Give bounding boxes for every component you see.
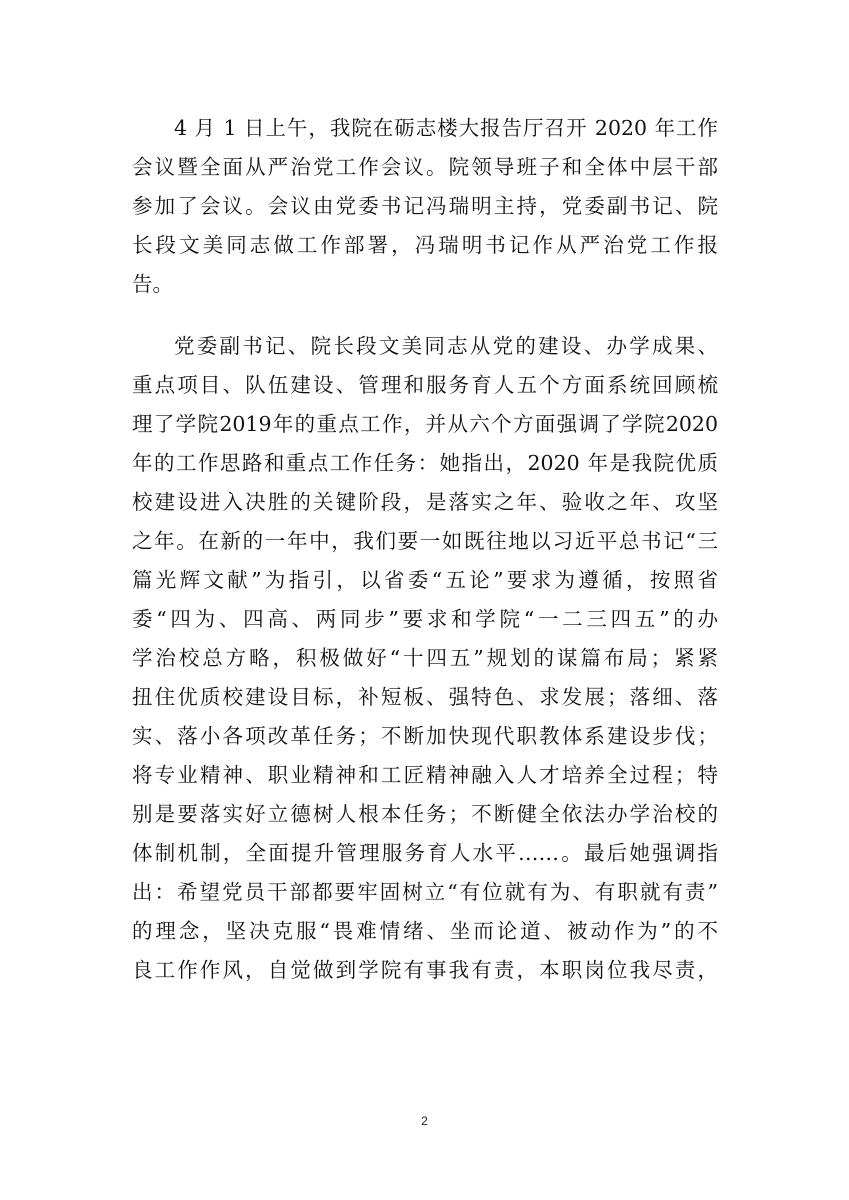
text-line: 将专业精神、职业精神和工匠精神融入人才培养全过程；特 — [132, 763, 718, 787]
text-line: 篇光辉文献”为指引，以省委“五论”要求为遵循，按照省 — [132, 568, 718, 592]
text-line: 告。 — [132, 272, 173, 296]
text-line: 体制机制，全面提升管理服务育人水平……。最后她强调指 — [132, 841, 718, 865]
text-line: 重点项目、队伍建设、管理和服务育人五个方面系统回顾梳 — [132, 373, 718, 397]
text-line: 扭住优质校建设目标，补短板、强特色、求发展；落细、落 — [132, 685, 718, 709]
text-line: 实、落小各项改革任务；不断加快现代职教体系建设步伐； — [132, 724, 718, 748]
text-line: 之年。在新的一年中，我们要一如既往地以习近平总书记“三 — [132, 529, 718, 553]
text-line: 良工作作风，自觉做到学院有事我有责，本职岗位我尽责， — [132, 958, 718, 982]
text-line: 年的工作思路和重点工作任务：她指出，2020 年是我院优质 — [132, 451, 718, 475]
text-line: 出：希望党员干部都要牢固树立“有位就有为、有职就有责” — [132, 880, 718, 904]
text-line: 学治校总方略，积极做好“十四五”规划的谋篇布局；紧紧 — [132, 646, 718, 670]
text-line: 长段文美同志做工作部署，冯瑞明书记作从严治党工作报 — [132, 233, 718, 257]
text-line: 4 月 1 日上午，我院在砺志楼大报告厅召开 2020 年工作 — [174, 116, 718, 140]
text-line: 会议暨全面从严治党工作会议。院领导班子和全体中层干部 — [132, 155, 718, 179]
text-line: 别是要落实好立德树人根本任务；不断健全依法办学治校的 — [132, 802, 718, 826]
text-line: 的理念，坚决克服“畏难情绪、坐而论道、被动作为”的不 — [132, 919, 718, 943]
text-line: 参加了会议。会议由党委书记冯瑞明主持，党委副书记、院 — [132, 194, 718, 218]
text-line: 委“四为、四高、两同步”要求和学院“一二三四五”的办 — [132, 607, 718, 631]
text-line: 党委副书记、院长段文美同志从党的建设、办学成果、 — [174, 334, 718, 358]
text-line: 理了学院2019年的重点工作，并从六个方面强调了学院2020 — [132, 412, 718, 436]
text-line: 校建设进入决胜的关键阶段，是落实之年、验收之年、攻坚 — [132, 490, 718, 514]
page-number: 2 — [421, 1114, 428, 1128]
